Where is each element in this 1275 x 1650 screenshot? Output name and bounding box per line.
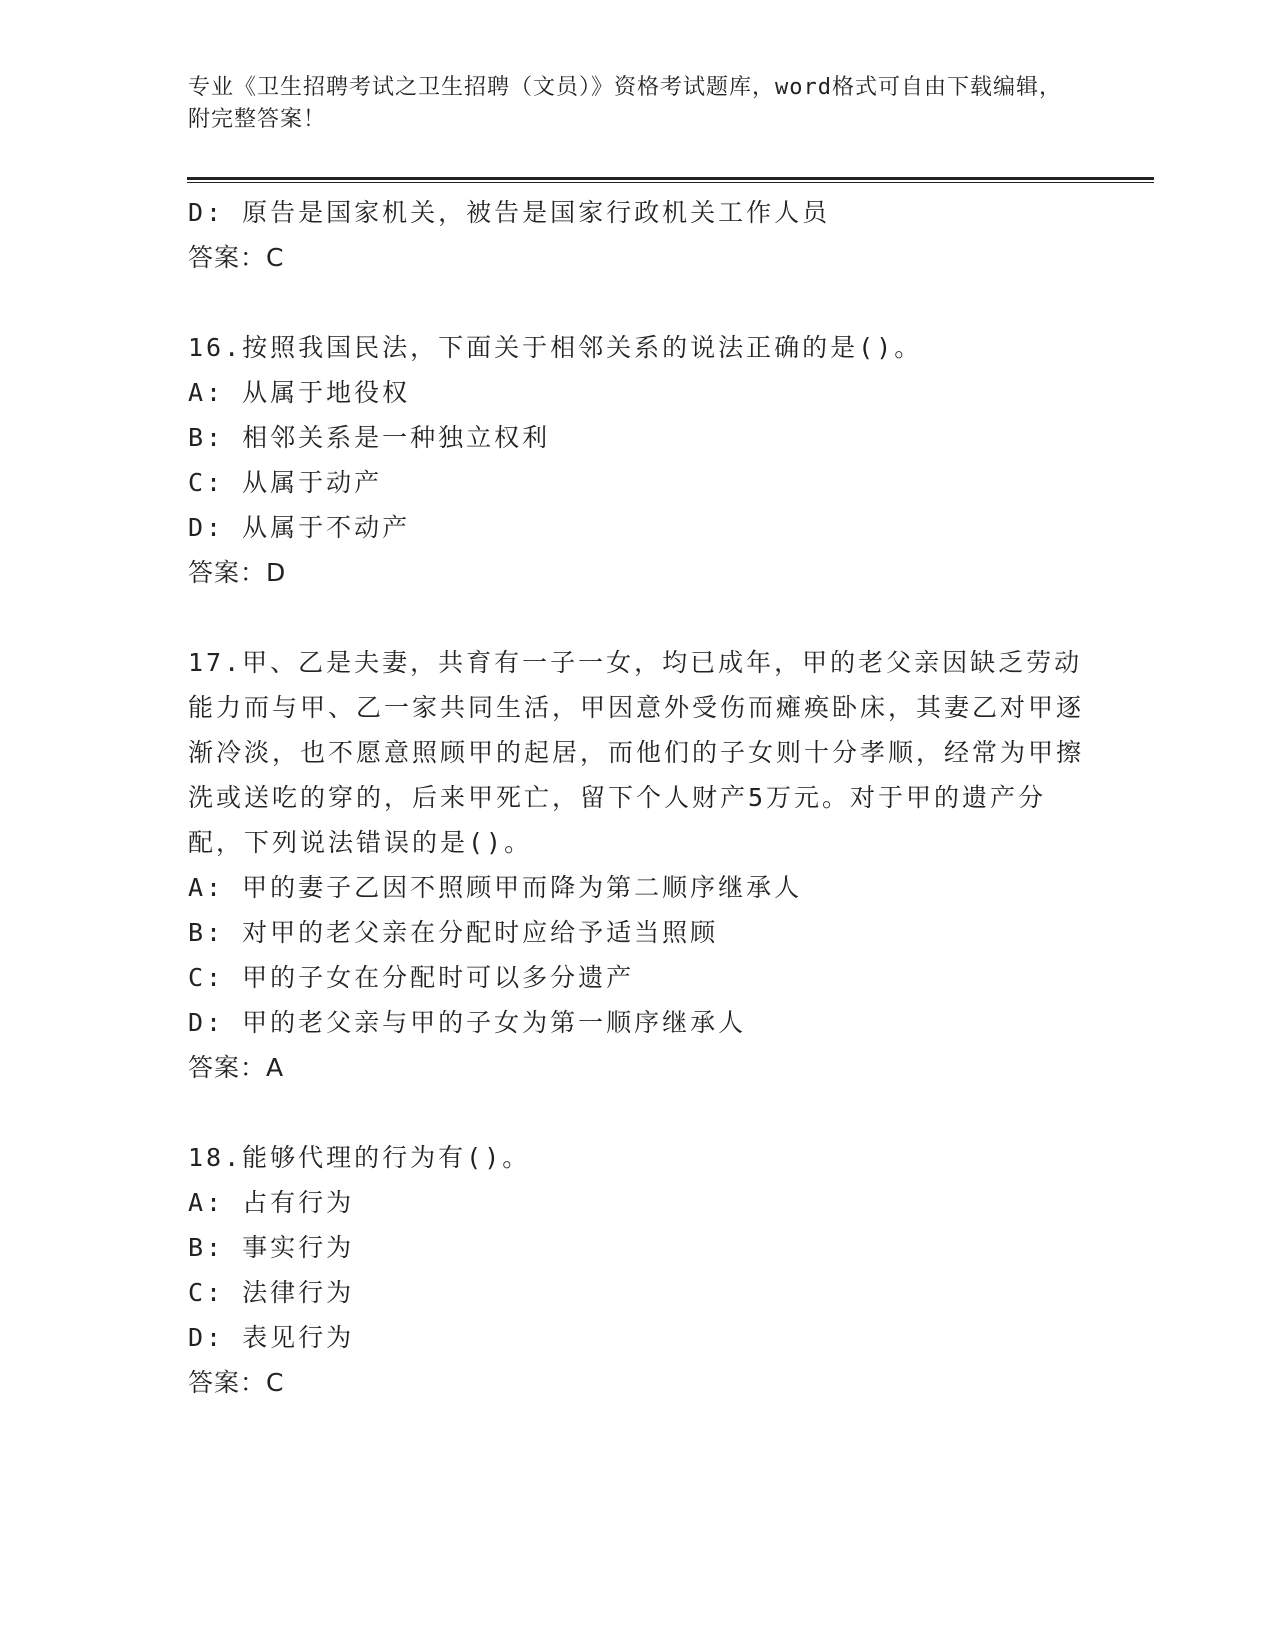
option-b: B: 对甲的老父亲在分配时应给予适当照顾 [188,918,719,947]
carryover-answer: 答案：C [188,243,285,272]
option-b: B: 相邻关系是一种独立权利 [188,423,551,452]
option-d: D: 从属于不动产 [188,513,411,542]
header-divider-thick [187,177,1154,180]
document-header: 专业《卫生招聘考试之卫生招聘（文员）》资格考试题库，word格式可自由下载编辑，附完整答案！ [188,75,1062,132]
question-content [188,190,1088,1405]
spacer [188,280,1088,325]
question-stem: 17.甲、乙是夫妻，共育有一子一女，均已成年，甲的老父亲因缺乏劳动能力而与甲、乙一家共同生活，甲因意外受伤而瘫痪卧床，其妻乙对甲逐渐冷淡，也不愿意照顾甲的起居，而他们的子女则十分孝顺，经常为甲擦洗或送吃的穿的，后来甲死亡，留下个人财产5万元。对于甲的遗产分配，下列说法错误的是()。 [188,648,1085,857]
question-stem: 18.能够代理的行为有()。 [188,1143,531,1172]
option-c: C: 从属于动产 [188,468,383,497]
question-18 [188,1135,1088,1405]
option-a: A: 甲的妻子乙因不照顾甲而降为第二顺序继承人 [188,873,803,902]
option-c: C: 甲的子女在分配时可以多分遗产 [188,963,635,992]
carryover-option-d: D: 原告是国家机关，被告是国家行政机关工作人员 [188,198,831,227]
spacer [188,595,1088,640]
option-d: D: 甲的老父亲与甲的子女为第一顺序继承人 [188,1008,747,1037]
answer: 答案：C [188,1368,285,1397]
header-divider-thin [187,182,1154,183]
spacer [188,1090,1088,1135]
question-stem: 16.按照我国民法，下面关于相邻关系的说法正确的是()。 [188,333,923,362]
question-16 [188,325,1088,595]
option-d: D: 表见行为 [188,1323,355,1352]
question-17 [188,640,1088,1090]
option-c: C: 法律行为 [188,1278,355,1307]
option-a: A: 从属于地役权 [188,378,411,407]
option-a: A: 占有行为 [188,1188,355,1217]
answer: 答案：A [188,1053,285,1082]
answer: 答案：D [188,558,287,587]
option-b: B: 事实行为 [188,1233,355,1262]
